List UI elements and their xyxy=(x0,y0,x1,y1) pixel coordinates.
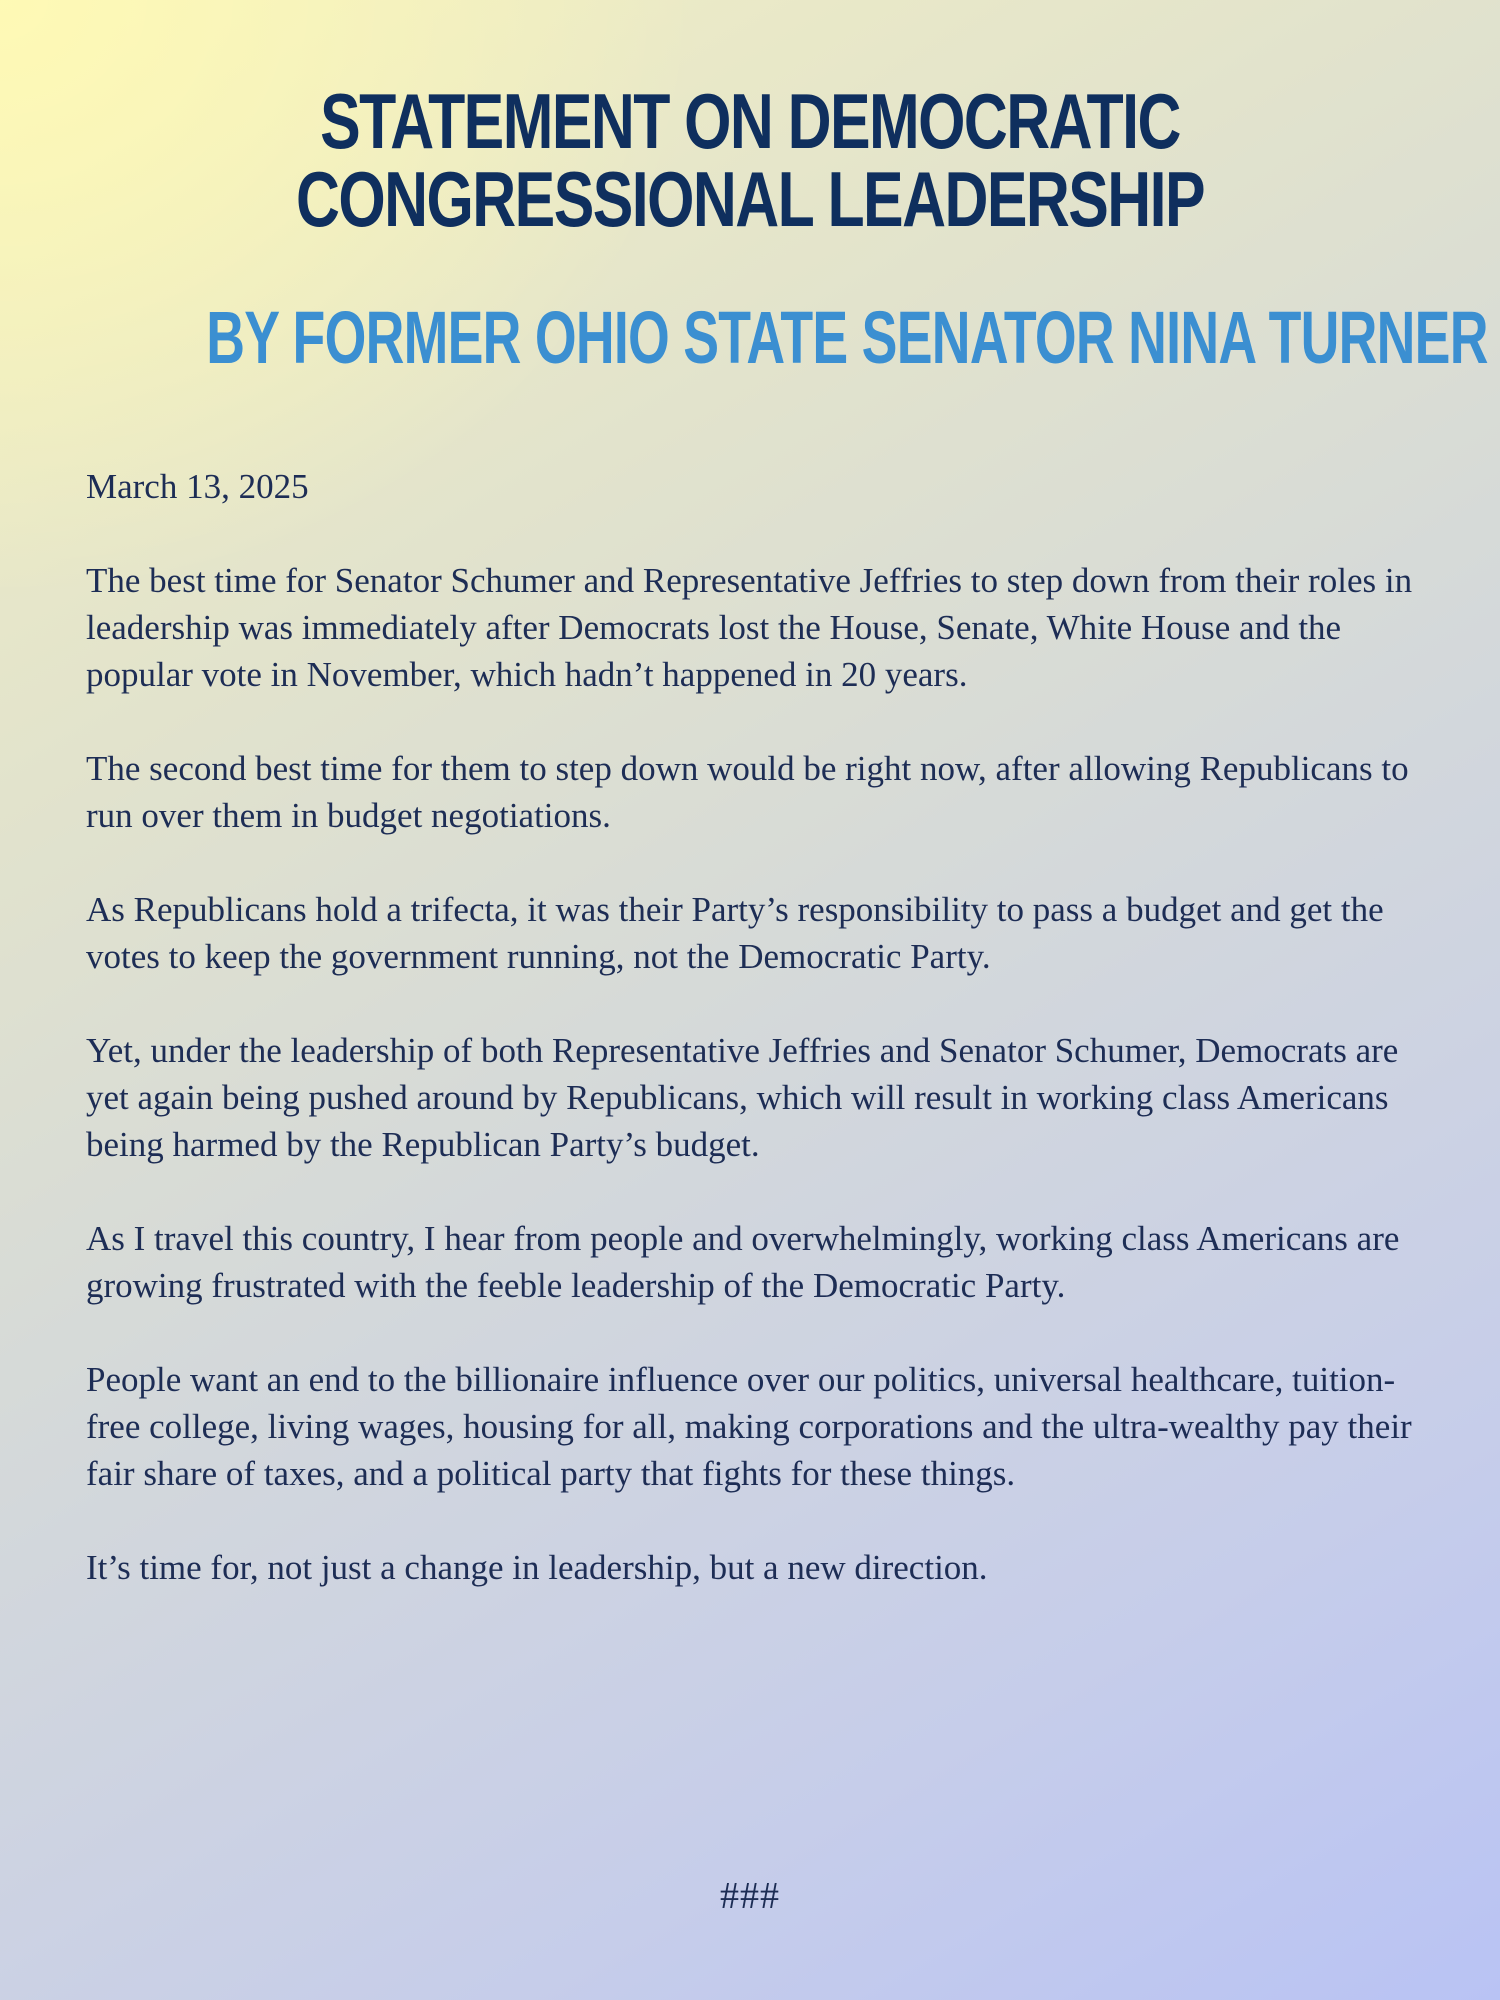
page-title xyxy=(165,77,1335,243)
paragraph-6: People want an end to the billionaire influence over our politics, universal healthcare, tuition-free college, living wages, housing for all, making corporations and the ultra-wealthy pay their fair share of taxes, and a political party that fights for these things. xyxy=(86,1360,1412,1493)
statement-date: March 13, 2025 xyxy=(86,467,309,506)
paragraph-1: The best time for Senator Schumer and Representative Jeffries to step down from their roles in leadership was immediately after Democrats lost the House, Senate, White House and the popular vote in November, which hadn’t happened in 20 years. xyxy=(86,561,1413,694)
title-line-2: CONGRESSIONAL LEADERSHIP xyxy=(296,155,1204,243)
title-line-1: STATEMENT ON DEMOCRATIC xyxy=(320,77,1180,165)
byline: BY FORMER OHIO STATE SENATOR NINA TURNER xyxy=(206,296,1488,379)
paragraph-7: It’s time for, not just a change in leadership, but a new direction. xyxy=(86,1548,988,1587)
paragraph-3: As Republicans hold a trifecta, it was their Party’s responsibility to pass a budget and get the votes to keep the government running, not the Democratic Party. xyxy=(86,890,1384,976)
paragraph-5: As I travel this country, I hear from people and overwhelmingly, working class Americans are growing frustrated with the feeble leadership of the Democratic Party. xyxy=(86,1219,1400,1305)
statement-body xyxy=(86,463,1426,1638)
closing-mark: ### xyxy=(720,1875,780,1917)
paragraph-4: Yet, under the leadership of both Representative Jeffries and Senator Schumer, Democrats are yet again being pushed around by Republicans, which will result in working class Americans being harmed by the Republican Party’s budget. xyxy=(86,1031,1399,1164)
paragraph-2: The second best time for them to step down would be right now, after allowing Republicans to run over them in budget negotiations. xyxy=(86,749,1409,835)
